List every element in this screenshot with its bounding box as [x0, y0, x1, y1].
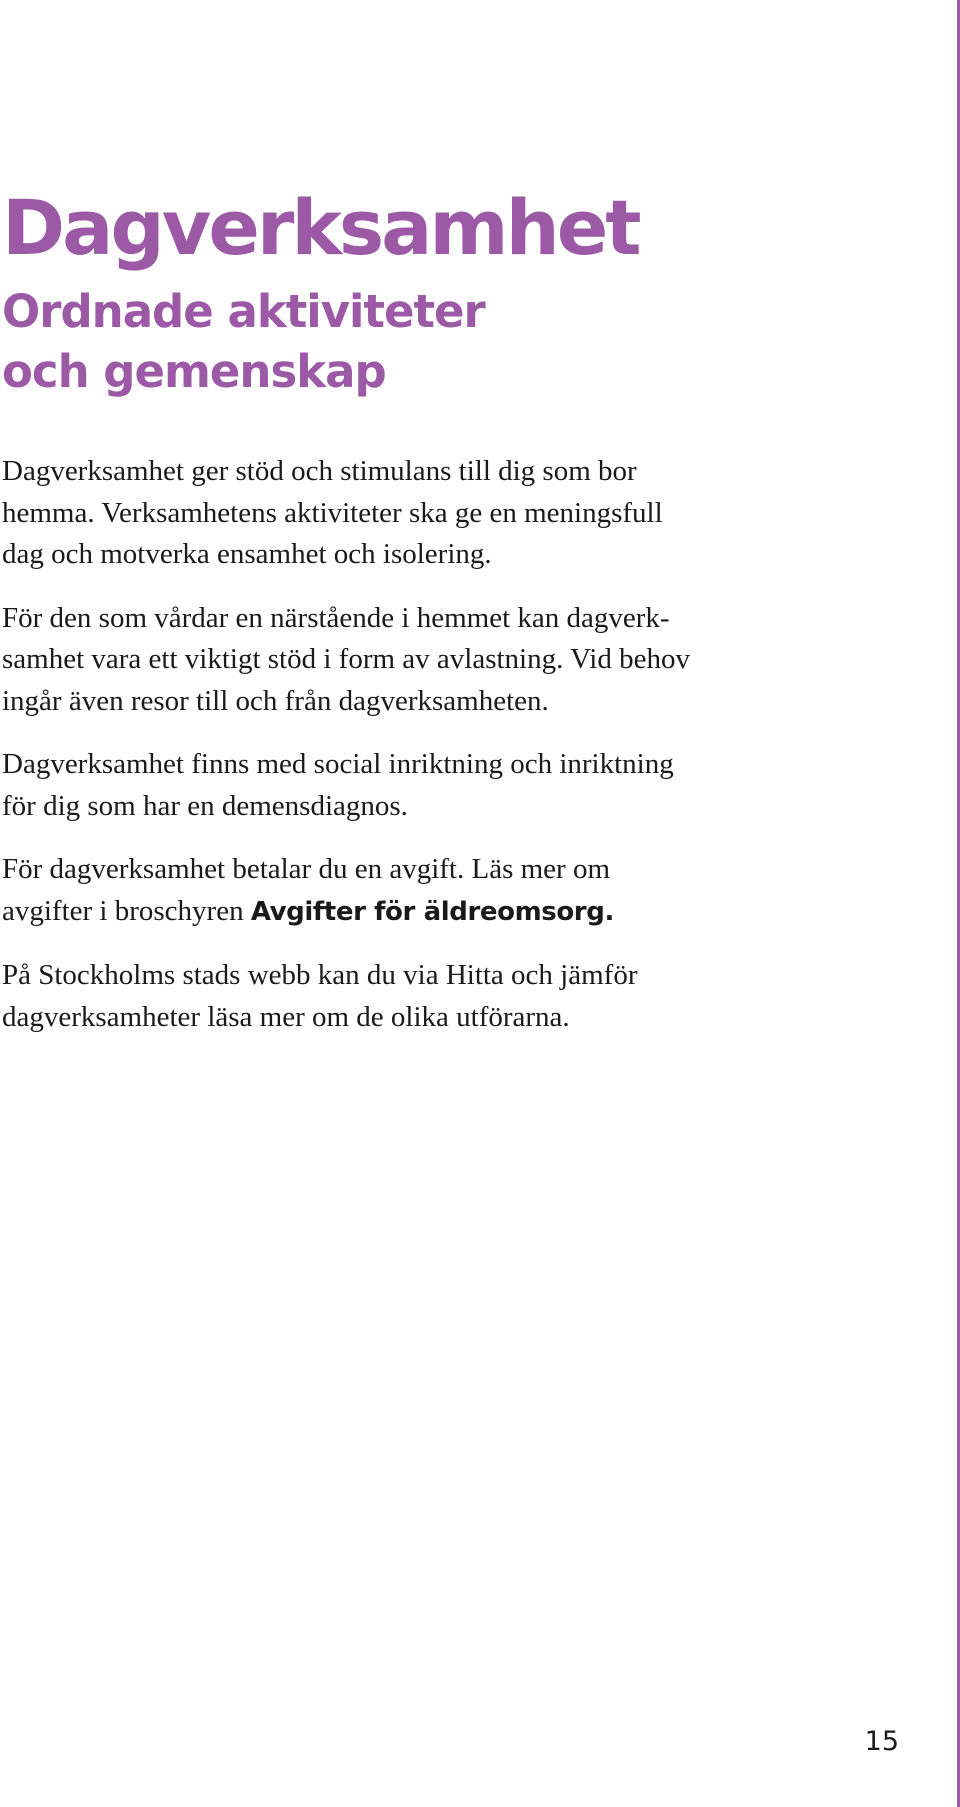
body-text	[2, 451, 822, 1060]
text-line: För dagverksamhet betalar du en avgift. Läs mer om	[2, 853, 610, 885]
paragraph-fees	[2, 849, 822, 933]
text-segment: avgifter i broschyren	[2, 894, 251, 927]
text-line: samhet vara ett viktigt stöd i form av avlastning. Vid behov	[2, 643, 690, 675]
text-line: För den som vårdar en närstående i hemmet kan dagverk-	[2, 601, 670, 634]
text-line: för dig som har en demensdiagnos.	[2, 789, 408, 822]
page-title: Dagverksamhet	[2, 183, 639, 272]
subtitle-line: Ordnade aktiviteter	[2, 285, 485, 338]
paragraph-relief	[2, 598, 822, 723]
page-subtitle	[2, 282, 485, 402]
text-line: dag och motverka ensamhet och isolering.	[2, 538, 492, 570]
paragraph-intro	[2, 451, 822, 576]
text-line: Dagverksamhet finns med social inriktning och inriktning	[2, 748, 674, 780]
text-line: På Stockholms stads webb kan du via Hitta och jämför	[2, 959, 638, 991]
text-line: dagverksamheter läsa mer om de olika utförarna.	[2, 1000, 570, 1033]
text-line: hemma. Verksamhetens aktiviteter ska ge en meningsfull	[2, 496, 663, 529]
paragraph-web	[2, 955, 822, 1038]
paragraph-orientation	[2, 744, 822, 827]
text-line: Dagverksamhet ger stöd och stimulans till dig som bor	[2, 455, 637, 487]
subtitle-line: och gemenskap	[2, 345, 386, 398]
text-line	[2, 891, 822, 934]
text-line: ingår även resor till och från dagverksamheten.	[2, 684, 549, 717]
brochure-reference: Avgifter för äldreomsorg.	[250, 896, 614, 927]
page-number: 15	[864, 1726, 899, 1757]
